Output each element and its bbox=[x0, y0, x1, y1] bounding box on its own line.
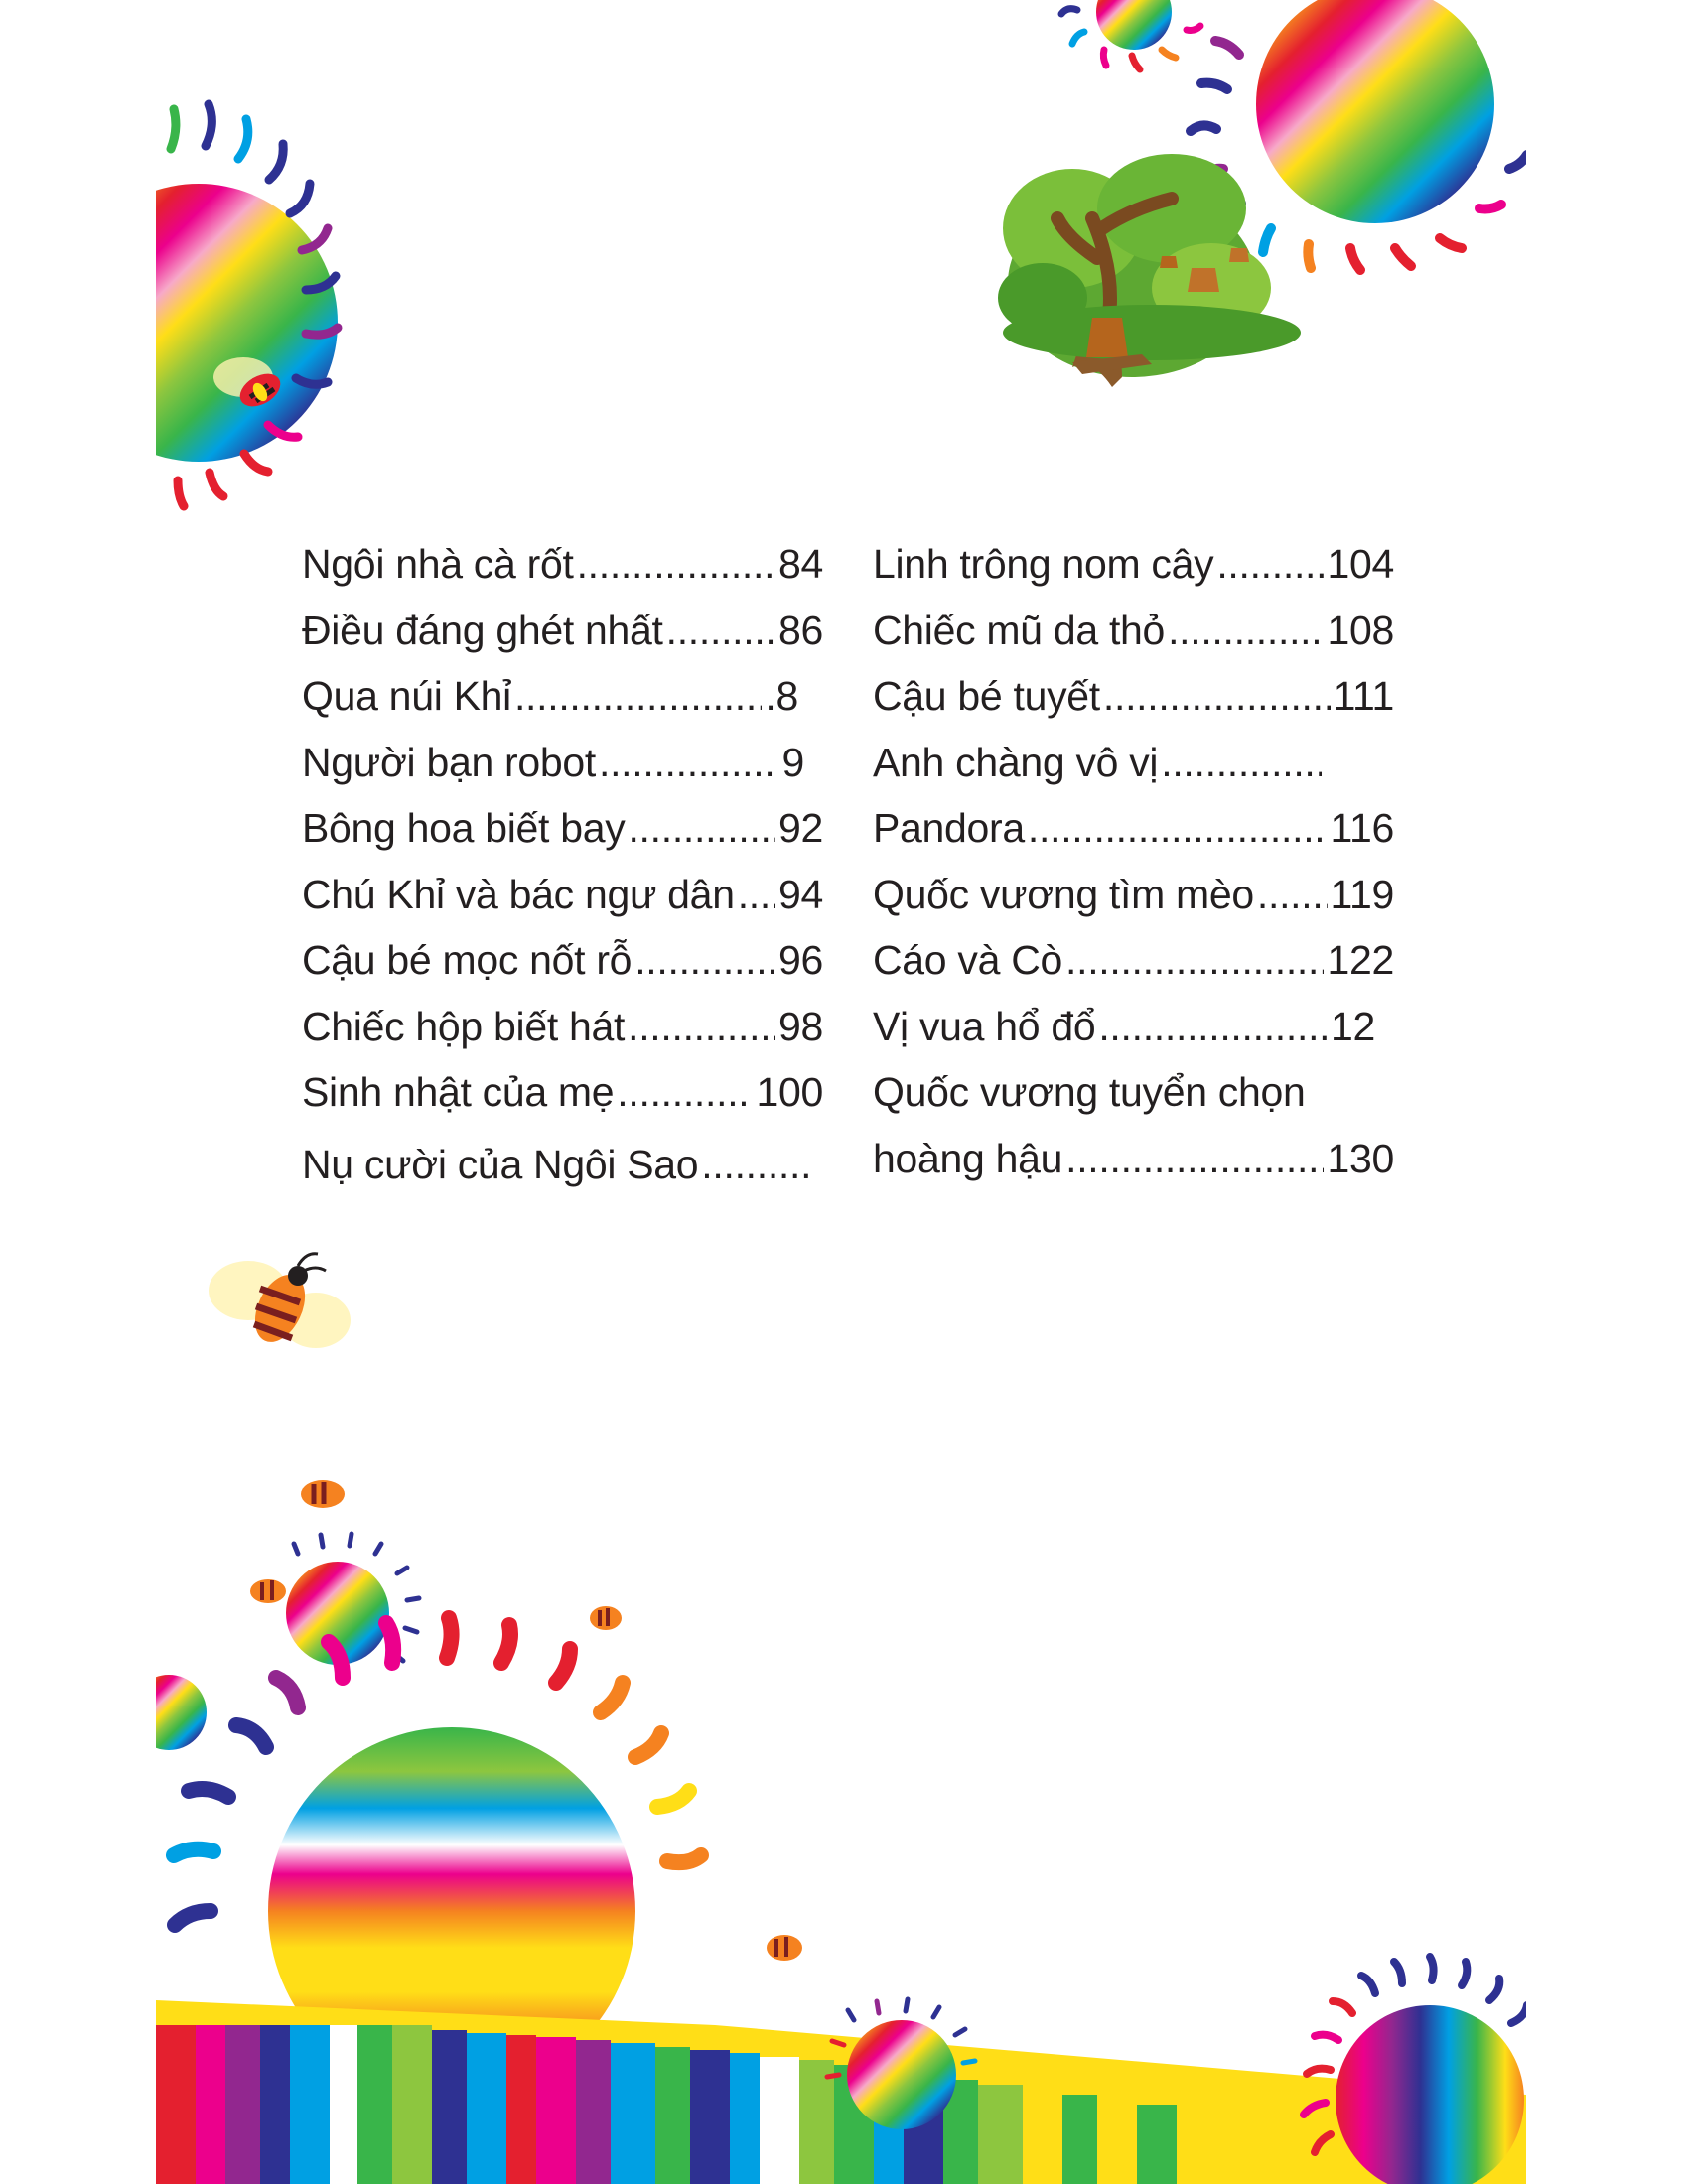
dot-leader bbox=[1065, 937, 1324, 984]
toc-entry[interactable] bbox=[302, 541, 823, 608]
dot-leader bbox=[1028, 805, 1328, 852]
toc-entry-title: hoàng hậu bbox=[873, 1135, 1063, 1181]
toc-entry[interactable] bbox=[302, 805, 823, 872]
toc-left-column bbox=[302, 541, 823, 1207]
toc-entry-page: 12 bbox=[1330, 1003, 1375, 1049]
toc-entry-page: 9 bbox=[781, 739, 804, 785]
dot-leader bbox=[634, 937, 775, 984]
bee-middle-left bbox=[209, 1254, 351, 1350]
toc-entry-page: 94 bbox=[777, 871, 823, 917]
toc-entry[interactable] bbox=[302, 1004, 823, 1070]
toc-entry-page: 111 bbox=[1333, 673, 1394, 719]
tree-illustration bbox=[998, 154, 1301, 387]
toc-entry[interactable] bbox=[873, 872, 1394, 938]
toc-entry-title: Ngôi nhà cà rốt bbox=[302, 541, 574, 587]
toc-entry-title: Linh trông nom cây bbox=[873, 541, 1214, 587]
dot-leader bbox=[738, 872, 775, 918]
toc-entry-page: 108 bbox=[1327, 607, 1394, 653]
dot-leader bbox=[577, 541, 775, 588]
toc-entry-title: Vị vua hổ đổ bbox=[873, 1003, 1096, 1049]
toc-entry-title: Nụ cười của Ngôi Sao bbox=[302, 1141, 699, 1187]
dot-leader bbox=[1103, 673, 1331, 720]
toc-entry-title: Pandora bbox=[873, 805, 1025, 851]
toc-entry[interactable] bbox=[302, 608, 823, 674]
toc-entry-page: 84 bbox=[777, 541, 823, 587]
toc-entry-page: 100 bbox=[756, 1069, 823, 1115]
toc-entry-title: Cáo và Cò bbox=[873, 937, 1063, 983]
toc-entry[interactable] bbox=[873, 805, 1394, 872]
rainbow-stripes-bottom bbox=[156, 1999, 1526, 2184]
dot-leader bbox=[1065, 1136, 1324, 1182]
dot-leader bbox=[1257, 872, 1328, 918]
toc-entry-page: 86 bbox=[777, 607, 823, 653]
dot-leader bbox=[701, 1142, 812, 1188]
toc-entry-title: Cậu bé mọc nốt rỗ bbox=[302, 937, 633, 983]
toc-entry-title: Chú Khỉ và bác ngư dân bbox=[302, 871, 735, 917]
dot-leader bbox=[628, 805, 775, 852]
toc-entry[interactable] bbox=[873, 673, 1394, 740]
toc-entry[interactable] bbox=[302, 1142, 823, 1208]
toc-entry-page: 119 bbox=[1330, 871, 1394, 917]
toc-entry[interactable] bbox=[873, 541, 1394, 608]
toc-entry-title: Cậu bé tuyết bbox=[873, 673, 1100, 719]
toc-entry[interactable] bbox=[302, 1069, 823, 1136]
toc-entry-page: 92 bbox=[777, 805, 823, 851]
toc-entry-title: Bông hoa biết bay bbox=[302, 805, 626, 851]
toc-entry-page: 116 bbox=[1330, 805, 1394, 851]
toc-entry[interactable] bbox=[302, 937, 823, 1004]
toc-entry-title: Quốc vương tuyển chọn bbox=[873, 1069, 1306, 1115]
toc-entry-title: Qua núi Khỉ bbox=[302, 673, 511, 719]
dot-leader bbox=[1168, 608, 1324, 654]
toc-entry[interactable] bbox=[873, 740, 1394, 806]
toc-entry[interactable] bbox=[873, 937, 1394, 1004]
dot-leader bbox=[1161, 740, 1322, 786]
dot-leader bbox=[1098, 1004, 1328, 1050]
toc-entry[interactable] bbox=[873, 1069, 1394, 1136]
toc-entry-title: Điều đáng ghét nhất bbox=[302, 607, 663, 653]
toc-entry[interactable] bbox=[302, 740, 804, 806]
rainbow-sun-top-left bbox=[60, 104, 338, 506]
toc-entry-title: Anh chàng vô vị bbox=[873, 739, 1159, 785]
toc-entry[interactable] bbox=[873, 608, 1394, 674]
toc-entry-title: Sinh nhật của mẹ bbox=[302, 1069, 615, 1115]
toc-entry-page: 130 bbox=[1327, 1135, 1394, 1181]
toc-entry-title: Chiếc mũ da thỏ bbox=[873, 607, 1166, 653]
toc-entry-page: 104 bbox=[1327, 541, 1394, 587]
toc-entry[interactable] bbox=[302, 872, 823, 938]
toc-entry[interactable] bbox=[302, 673, 798, 740]
toc-entry-page: 122 bbox=[1327, 937, 1394, 983]
rainbow-sun-small bbox=[131, 1534, 419, 1750]
toc-entry-page: 98 bbox=[777, 1003, 823, 1049]
dot-leader bbox=[617, 1069, 753, 1116]
toc-entry-title: Chiếc hộp biết hát bbox=[302, 1003, 626, 1049]
toc-entry[interactable] bbox=[873, 1136, 1394, 1202]
dot-leader bbox=[599, 740, 778, 786]
toc-entry-page: .8 bbox=[765, 673, 798, 719]
toc-entry-title: Quốc vương tìm mèo bbox=[873, 871, 1254, 917]
toc-entry[interactable] bbox=[873, 1004, 1375, 1070]
dot-leader bbox=[1216, 541, 1324, 588]
toc-entry-page: 96 bbox=[777, 937, 823, 983]
toc-entry-title: Người bạn robot bbox=[302, 739, 596, 785]
dot-leader bbox=[514, 673, 762, 720]
dot-leader bbox=[666, 608, 775, 654]
toc-right-column bbox=[873, 541, 1394, 1201]
dot-leader bbox=[628, 1004, 775, 1050]
